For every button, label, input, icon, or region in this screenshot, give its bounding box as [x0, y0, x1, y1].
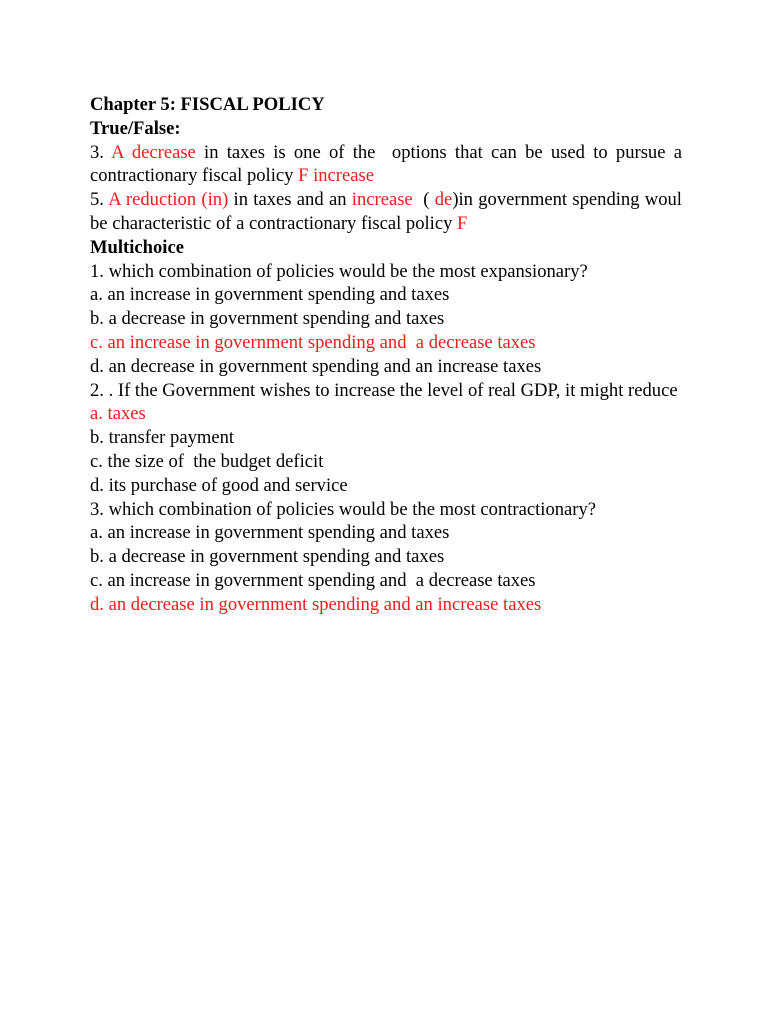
option-b: b. a decrease in government spending and taxes — [90, 546, 445, 568]
question-text: )in government spending woul be characteristic of a contractionary fiscal policy — [90, 189, 687, 234]
answer-mark: F increase — [298, 165, 374, 187]
multichoice-question-1: 1. which combination of policies would be the most expansionary? — [90, 260, 588, 282]
multichoice-question-2: 2. . If the Government wishes to increase the level of real GDP, it might reduce — [90, 379, 678, 401]
marked-phrase: de — [434, 189, 453, 211]
marked-phrase: A decrease — [111, 141, 196, 163]
option-c: c. the size of the budget deficit — [90, 450, 324, 472]
option-b: b. transfer payment — [90, 427, 235, 449]
page-title: Chapter 5: FISCAL POLICY — [90, 94, 325, 115]
question-number: 5. — [90, 189, 109, 211]
option-d: d. an decrease in government spending and an increase taxes — [90, 355, 542, 377]
option-a-answer: a. taxes — [90, 403, 146, 425]
option-a: a. an increase in government spending and taxes — [90, 284, 450, 306]
option-d-answer: d. an decrease in government spending and an increase taxes — [90, 593, 542, 615]
question-text: in taxes and an — [228, 189, 352, 211]
option-a: a. an increase in government spending and taxes — [90, 522, 450, 544]
marked-phrase: A reduction (in) — [108, 189, 229, 211]
marked-phrase: increase — [351, 189, 413, 211]
question-text: ( — [412, 189, 435, 211]
option-c-answer: c. an increase in government spending and a decrease taxes — [90, 331, 536, 353]
option-b: b. a decrease in government spending and taxes — [90, 308, 445, 330]
answer-mark: F — [457, 212, 468, 234]
option-c: c. an increase in government spending and a decrease taxes — [90, 569, 536, 591]
option-d: d. its purchase of good and service — [90, 474, 348, 496]
document-page — [90, 93, 687, 617]
true-false-question-3 — [90, 141, 687, 189]
question-text: in taxes is one of the options that can be used to pursue a contractionary fiscal policy — [90, 141, 687, 187]
multichoice-heading: Multichoice — [90, 236, 184, 258]
question-number: 3. — [90, 141, 112, 163]
true-false-heading: True/False: — [90, 117, 181, 139]
multichoice-question-3: 3. which combination of policies would be the most contractionary? — [90, 498, 597, 520]
true-false-question-5 — [90, 188, 687, 236]
